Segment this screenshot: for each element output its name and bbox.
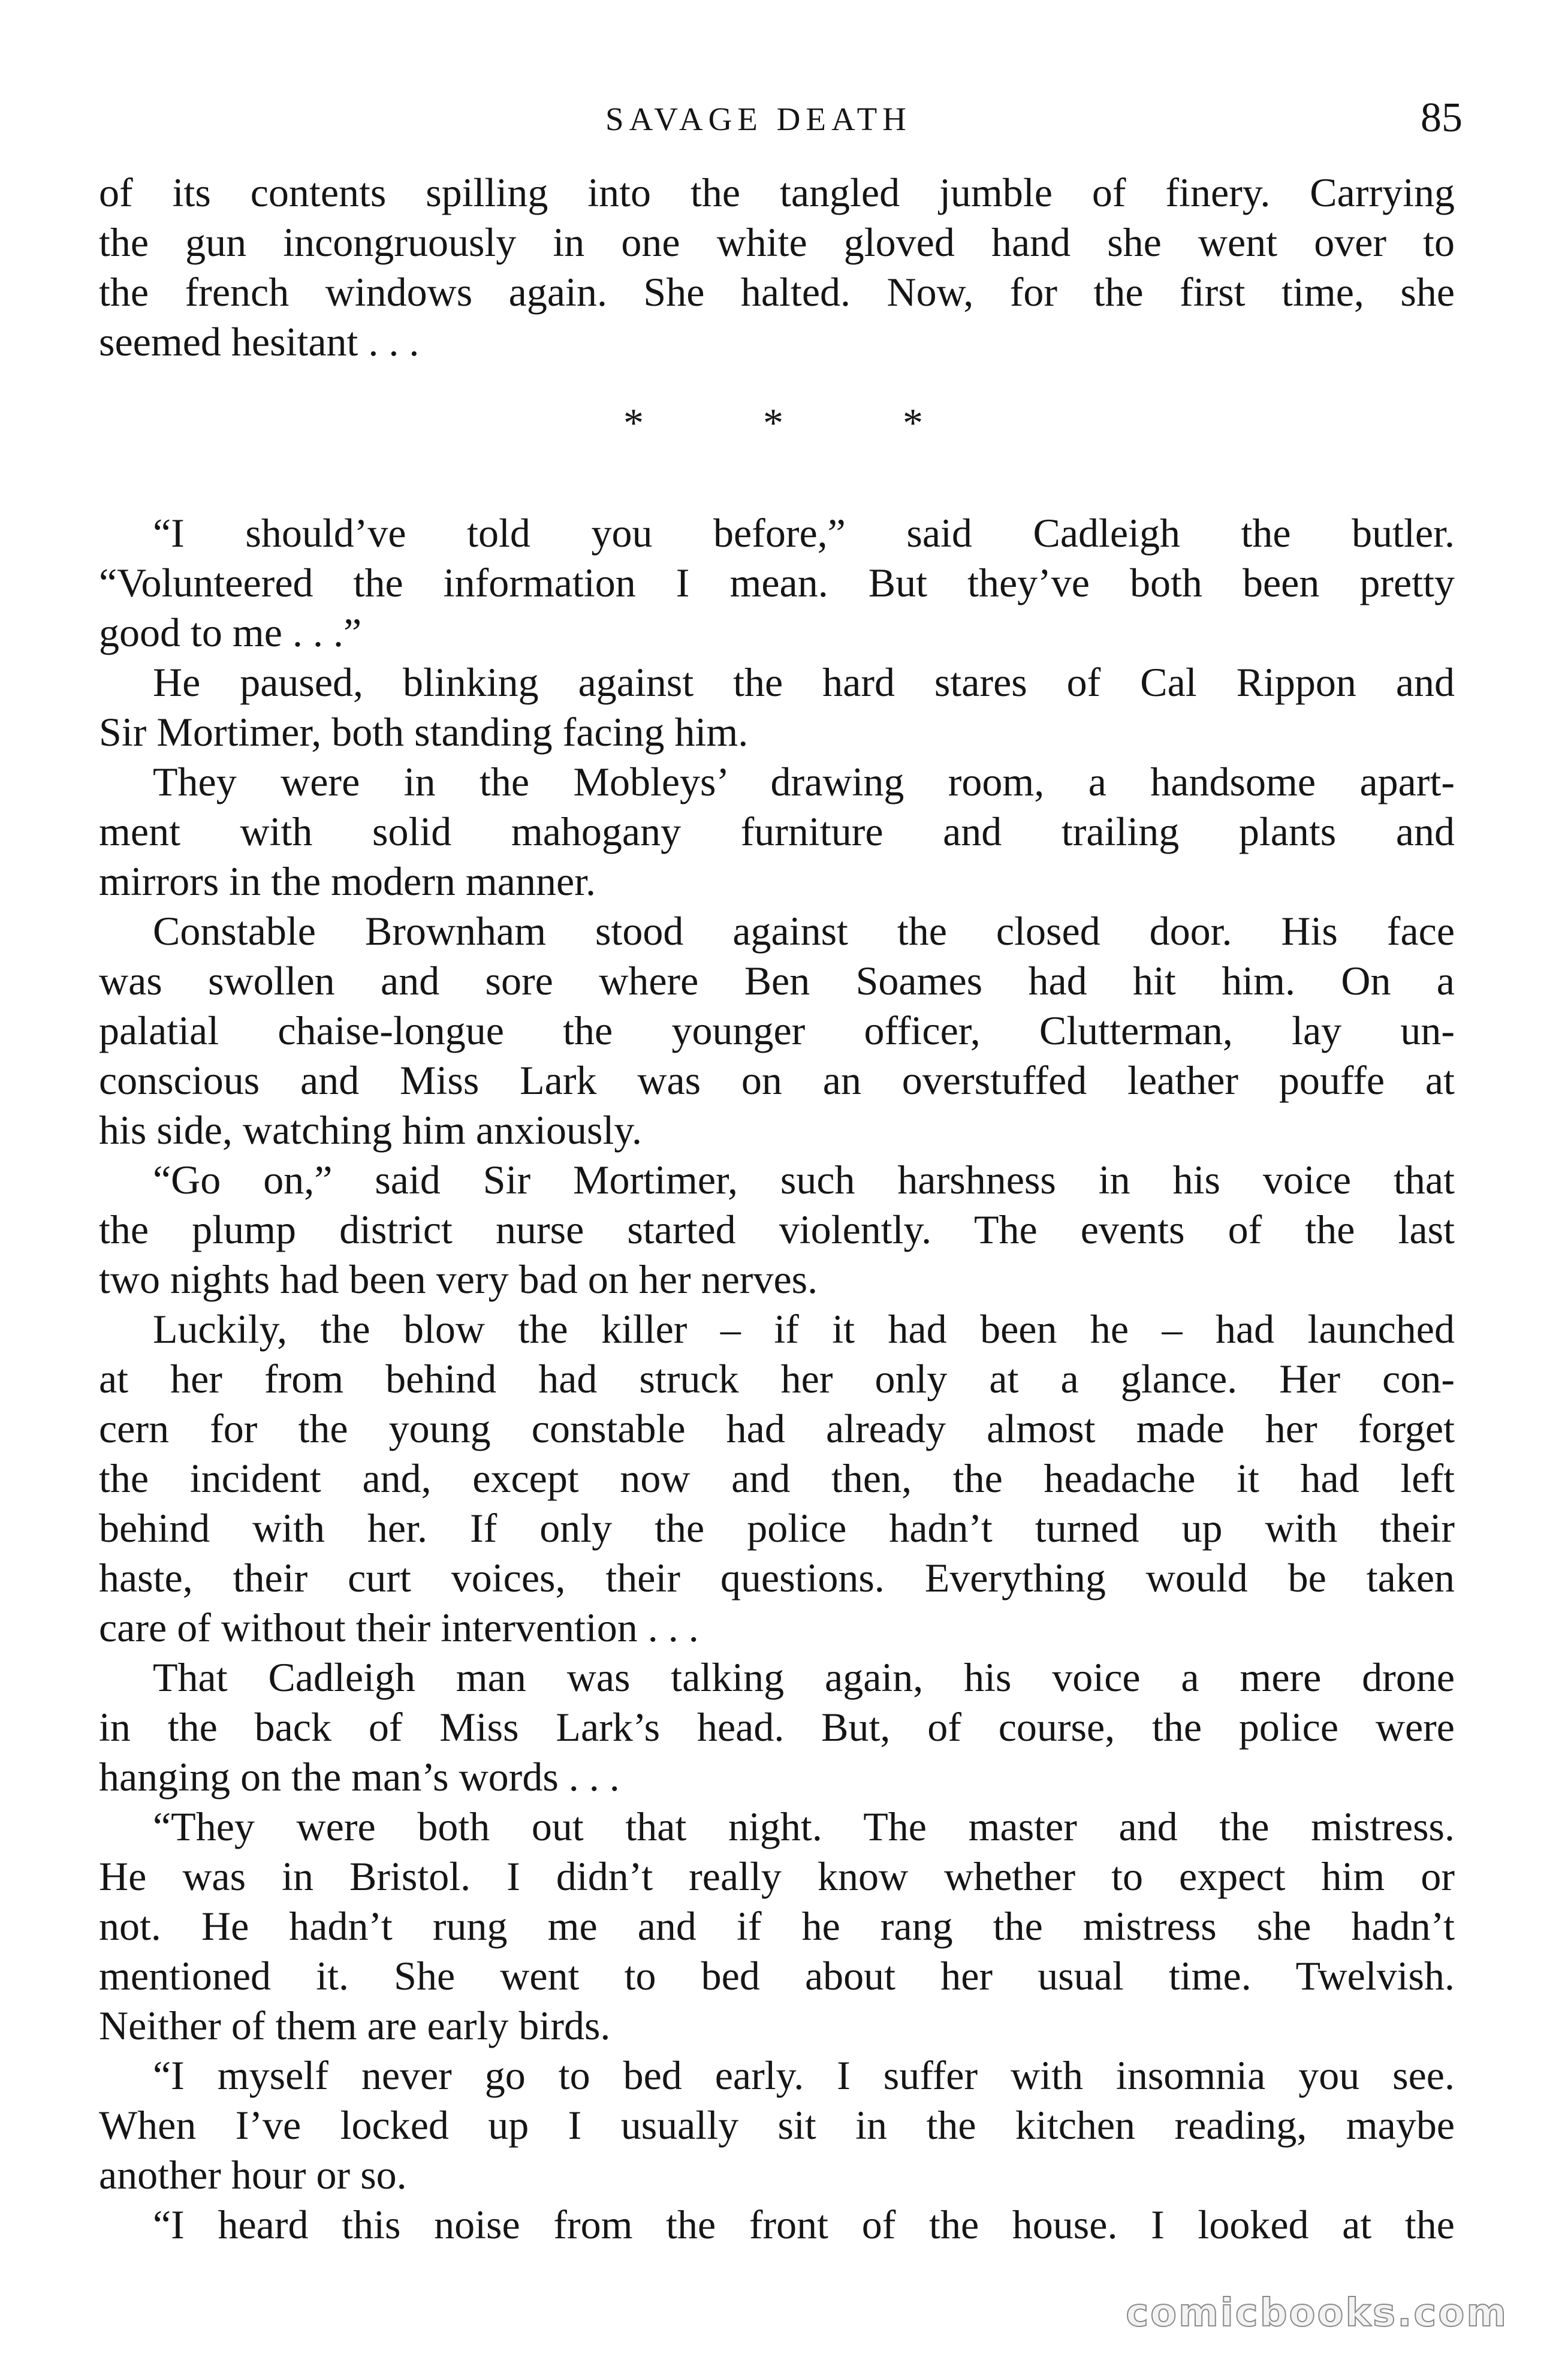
- text-line: Luckily, the blow the killer – if it had been he – had launched: [153, 1306, 1455, 1352]
- text-line: They were in the Mobleys’ drawing room, a handsome apart-: [153, 759, 1455, 804]
- watermark: comicbooks.com: [1126, 2291, 1508, 2335]
- text-line: behind with her. If only the police hadn’t turned up with their: [99, 1505, 1455, 1551]
- text-line: mentioned it. She went to bed about her usual time. Twelvish.: [99, 1953, 1455, 1999]
- scene-break: [623, 399, 923, 447]
- text-line: That Cadleigh man was talking again, his voice a mere drone: [153, 1654, 1455, 1700]
- text-line: “I heard this noise from the front of the house. I looked at the: [153, 2202, 1455, 2247]
- text-line: the french windows again. She halted. Now, for the first time, she: [99, 269, 1455, 315]
- text-line: the incident and, except now and then, the headache it had left: [99, 1455, 1455, 1501]
- running-title: SAVAGE DEATH: [605, 101, 912, 137]
- text-line: mirrors in the modern manner.: [99, 858, 596, 904]
- asterisk: *: [763, 400, 783, 445]
- running-header: [0, 91, 1568, 151]
- text-line: care of without their intervention . . .: [99, 1605, 699, 1650]
- text-line: seemed hesitant . . .: [99, 319, 420, 364]
- text-line: not. He hadn’t rung me and if he rang the mistress she hadn’t: [99, 1903, 1455, 1949]
- text-line: “Volunteered the information I mean. But they’ve both been pretty: [99, 560, 1455, 605]
- text-line: conscious and Miss Lark was on an overstuffed leather pouffe at: [99, 1057, 1455, 1103]
- text-line: two nights had been very bad on her nerves.: [99, 1256, 818, 1302]
- text-line: another hour or so.: [99, 2152, 407, 2198]
- text-line: the gun incongruously in one white gloved hand she went over to: [99, 219, 1455, 265]
- text-line: of its contents spilling into the tangled jumble of finery. Carrying: [99, 170, 1455, 215]
- asterisk: *: [903, 400, 923, 445]
- text-line: When I’ve locked up I usually sit in the kitchen reading, maybe: [99, 2102, 1455, 2148]
- text-line: He was in Bristol. I didn’t really know whether to expect him or: [99, 1853, 1455, 1899]
- text-line: cern for the young constable had already almost made her forget: [99, 1406, 1455, 1451]
- text-line: haste, their curt voices, their questions. Everything would be taken: [99, 1555, 1455, 1601]
- text-line: “I myself never go to bed early. I suffer with insomnia you see.: [153, 2052, 1455, 2098]
- text-line: “I should’ve told you before,” said Cadleigh the butler.: [153, 510, 1455, 556]
- text-line: Sir Mortimer, both standing facing him.: [99, 709, 749, 755]
- text-line: in the back of Miss Lark’s head. But, of course, the police were: [99, 1704, 1455, 1750]
- asterisk: *: [623, 400, 644, 445]
- text-line: at her from behind had struck her only at a glance. Her con-: [99, 1356, 1455, 1401]
- text-line: “Go on,” said Sir Mortimer, such harshness in his voice that: [153, 1157, 1455, 1202]
- paragraph-top: [99, 168, 1455, 367]
- text-line: hanging on the man’s words . . .: [99, 1754, 620, 1800]
- main-text: [99, 508, 1455, 2250]
- text-line: his side, watching him anxiously.: [99, 1107, 642, 1153]
- text-line: good to me . . .”: [99, 610, 362, 655]
- text-line: ment with solid mahogany furniture and trailing plants and: [99, 809, 1455, 854]
- text-line: He paused, blinking against the hard stares of Cal Rippon and: [153, 659, 1455, 705]
- text-line: Constable Brownham stood against the closed door. His face: [153, 908, 1455, 954]
- text-line: the plump district nurse started violently. The events of the last: [99, 1207, 1455, 1252]
- text-line: Neither of them are early birds.: [99, 2003, 611, 2048]
- text-line: was swollen and sore where Ben Soames had hit him. On a: [99, 958, 1455, 1003]
- text-line: “They were both out that night. The master and the mistress.: [153, 1804, 1455, 1849]
- text-line: palatial chaise-longue the younger officer, Clutterman, lay un-: [99, 1008, 1455, 1053]
- page-number: 85: [1421, 95, 1463, 141]
